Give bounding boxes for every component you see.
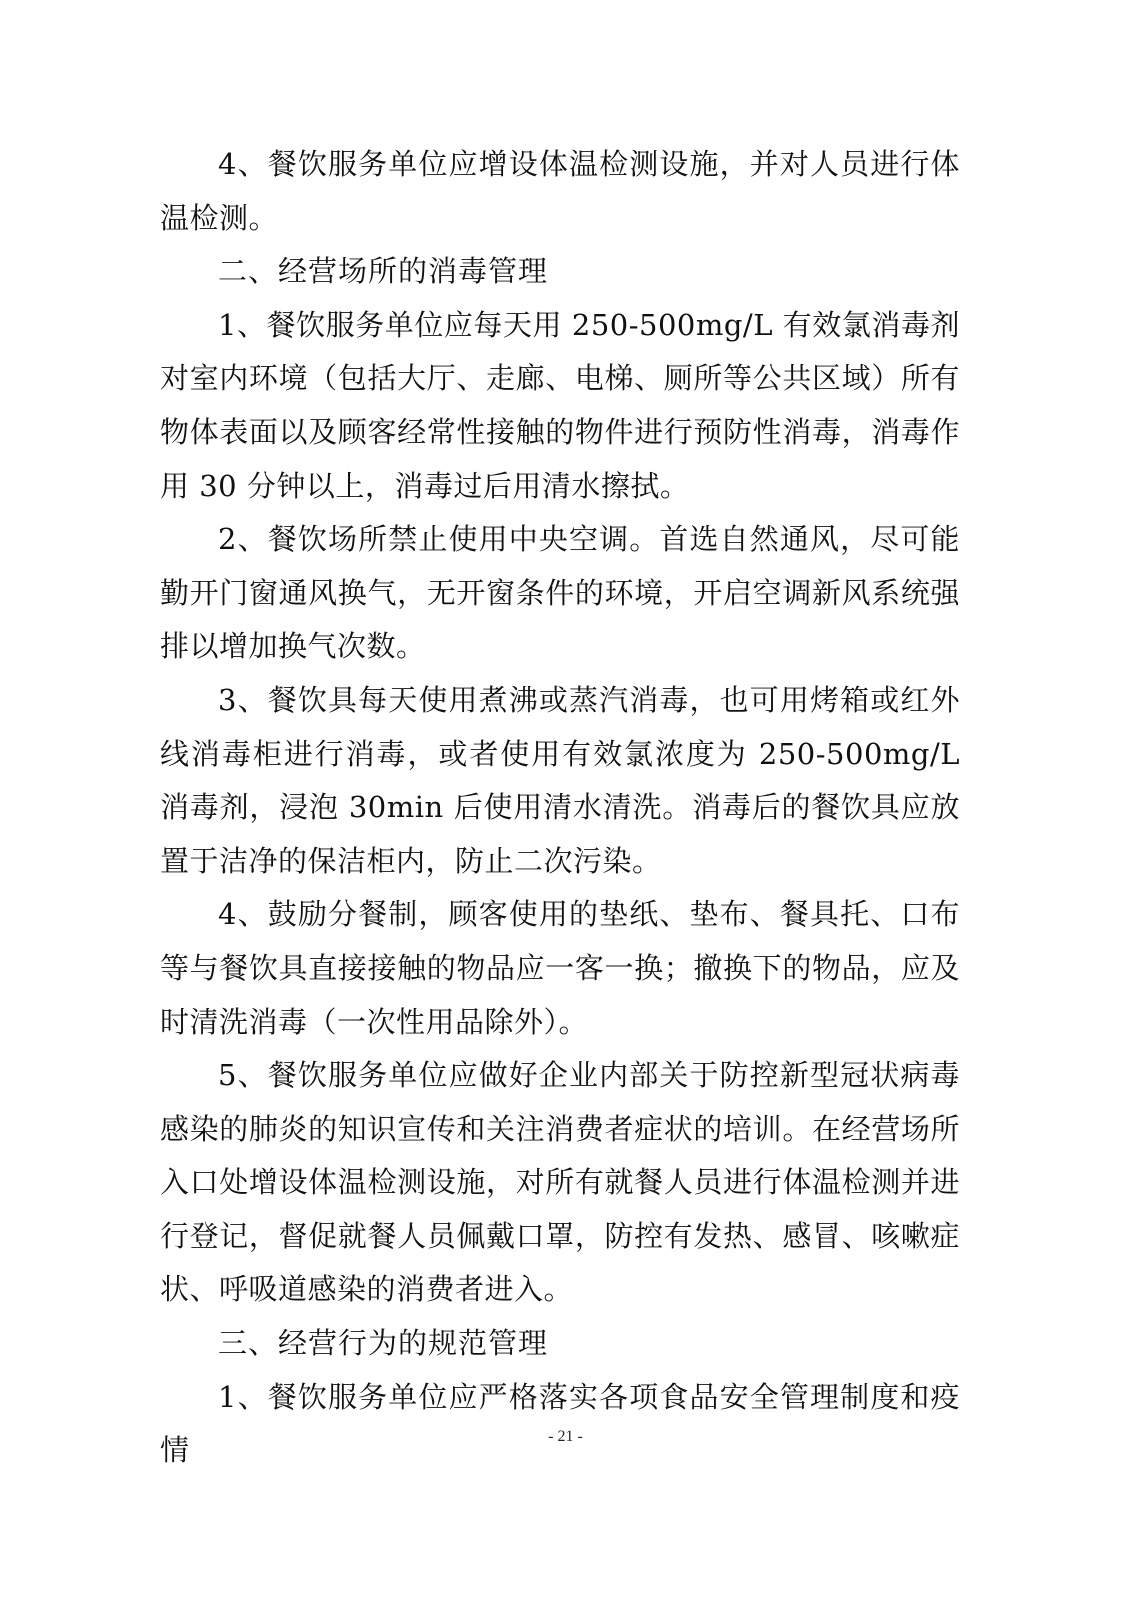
- paragraph-disinfection-4: 4、鼓励分餐制，顾客使用的垫纸、垫布、餐具托、口布等与餐饮具直接接触的物品应一客一换；撤换下的物品，应及时清洗消毒（一次性用品除外）。: [160, 897, 960, 1039]
- document-body: [160, 138, 960, 1478]
- paragraph-disinfection-2: 2、餐饮场所禁止使用中央空调。首选自然通风，尽可能勤开门窗通风换气，无开窗条件的环境，开启空调新风系统强排以增加换气次数。: [160, 522, 960, 664]
- page-number: - 21 -: [548, 1428, 583, 1445]
- paragraph-disinfection-5: 5、餐饮服务单位应做好企业内部关于防控新型冠状病毒感染的肺炎的知识宣传和关注消费者症状的培训。在经营场所入口处增设体温检测设施，对所有就餐人员进行体温检测并进行登记，督促就餐人员佩戴口罩，防控有发热、感冒、咳嗽症状、呼吸道感染的消费者进入。: [160, 1058, 960, 1307]
- paragraph-disinfection-3: 3、餐饮具每天使用煮沸或蒸汽消毒，也可用烤箱或红外线消毒柜进行消毒，或者使用有效氯浓度为 250-500mg/L 消毒剂，浸泡 30min 后使用清水清洗。消毒后的餐饮具应放置于洁净的保洁柜内，防止二次污染。: [160, 682, 960, 878]
- section-heading-conduct: 三、经营行为的规范管理: [218, 1326, 549, 1361]
- paragraph-disinfection-1: 1、餐饮服务单位应每天用 250-500mg/L 有效氯消毒剂对室内环境（包括大厅、走廊、电梯、厕所等公共区域）所有物体表面以及顾客经常性接触的物件进行预防性消毒，消毒作用 30 分钟以上，消毒过后用清水擦拭。: [160, 307, 960, 503]
- paragraph-temperature-check: 4、餐饮服务单位应增设体温检测设施，并对人员进行体温检测。: [160, 147, 960, 235]
- paragraph-conduct-1: 1、餐饮服务单位应严格落实各项食品安全管理制度和疫情: [160, 1379, 960, 1468]
- section-heading-disinfection: 二、经营场所的消毒管理: [218, 254, 549, 289]
